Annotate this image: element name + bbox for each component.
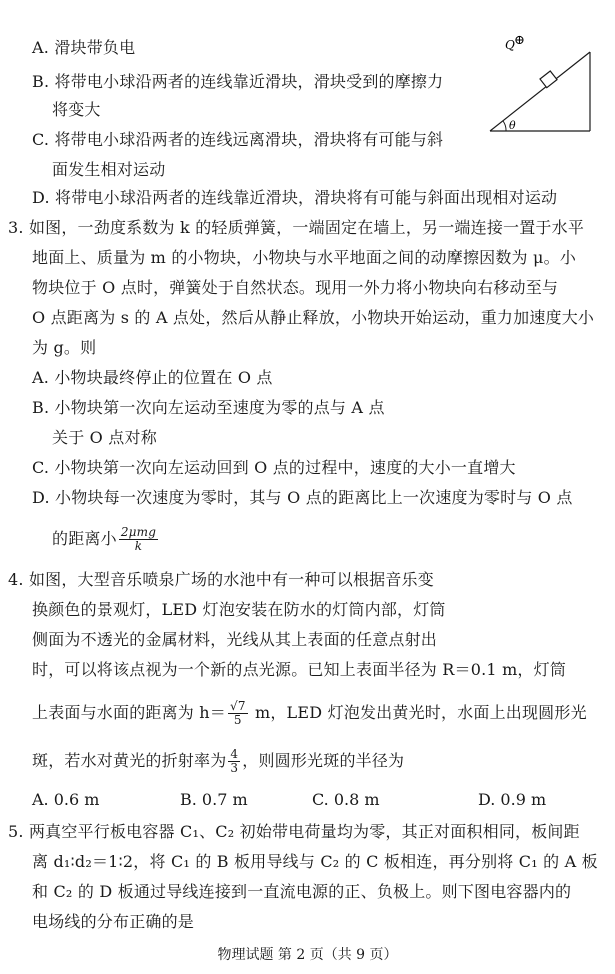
q2-option-b-line1: B. 将带电小球沿两者的连线靠近滑块，滑块受到的摩擦力 xyxy=(32,72,444,91)
q5-line3: 和 C₂ 的 D 板通过导线连接到一直流电源的正、负极上。则下图电容器内的 xyxy=(32,882,572,901)
q3-option-d-line1: D. 小物块每一次速度为零时，其与 O 点的距离比上一次速度为零时与 O 点 xyxy=(32,488,573,507)
q3-option-b-line1: B. 小物块第一次向左运动至速度为零的点与 A 点 xyxy=(32,398,385,417)
q4-line5-text-a: 上表面与水面的距离为 h＝ xyxy=(32,703,226,722)
q2-option-b-line2: 将变大 xyxy=(52,100,101,119)
fraction-numerator: 2μmg xyxy=(120,525,157,539)
q2-option-a: A. 滑块带负电 xyxy=(32,38,136,57)
q4-line4: 时，可以将该点视为一个新的点光源。已知上表面半径为 R＝0.1 m，灯筒 xyxy=(32,660,567,679)
fraction-denominator: 3 xyxy=(230,761,239,775)
fraction-denominator: 5 xyxy=(233,713,242,727)
q3-option-b-line2: 关于 O 点对称 xyxy=(52,428,157,447)
q3-line2: 地面上、质量为 m 的小物块，小物块与水平地面之间的动摩擦因数为 μ。小 xyxy=(32,248,577,267)
q3-option-c: C. 小物块第一次向左运动回到 O 点的过程中，速度的大小一直增大 xyxy=(32,458,516,477)
q4-line6 xyxy=(32,748,404,775)
fraction-numerator: 4 xyxy=(230,747,239,761)
q5-line4: 电场线的分布正确的是 xyxy=(32,912,195,931)
q4-line2: 换颜色的景观灯，LED 灯泡安装在防水的灯筒内部，灯筒 xyxy=(32,600,446,619)
q4-refractive-fraction xyxy=(228,748,240,775)
q2-option-c-line2: 面发生相对运动 xyxy=(52,160,166,179)
angle-label: θ xyxy=(509,119,516,132)
q3-line1: 3. 如图，一劲度系数为 k 的轻质弹簧，一端固定在墙上，另一端连接一置于水平 xyxy=(8,218,585,237)
q4-line6-text-b: ，则圆形光斑的半径为 xyxy=(242,751,405,770)
charge-label: Q xyxy=(505,38,515,52)
slider-block xyxy=(540,71,557,88)
incline-slope xyxy=(490,52,590,131)
q2-option-d: D. 将带电小球沿两者的连线靠近滑块，滑块将有可能与斜面出现相对运动 xyxy=(32,188,558,207)
q4-line3: 侧面为不透光的金属材料，光线从其上表面的任意点射出 xyxy=(32,630,438,649)
q3-option-a: A. 小物块最终停止的位置在 O 点 xyxy=(32,368,273,387)
q2-option-c-line1: C. 将带电小球沿两者的连线远离滑块，滑块将有可能与斜 xyxy=(32,130,444,149)
q4-option-a: A. 0.6 m xyxy=(32,790,100,809)
q5-line2: 离 d₁∶d₂＝1∶2，将 C₁ 的 B 板用导线与 C₂ 的 C 板相连，再分别将 C₁ 的 A 板 xyxy=(32,852,598,871)
q3-line5: 为 g。则 xyxy=(32,338,97,357)
q3-option-d-line2 xyxy=(52,526,160,553)
fraction-denominator: k xyxy=(134,539,143,553)
q4-option-b: B. 0.7 m xyxy=(180,790,248,809)
q3-option-d-fraction xyxy=(119,526,158,553)
q3-line3: 物块位于 O 点时，弹簧处于自然状态。现用一外力将小物块向右移动至与 xyxy=(32,278,559,297)
q4-h-fraction xyxy=(228,700,248,727)
q4-option-d: D. 0.9 m xyxy=(478,790,547,809)
q3-option-d-text: 的距离小 xyxy=(52,529,117,548)
charge-sign-icon: ⊕ xyxy=(514,33,525,48)
q4-line5-text-b: m，LED 灯泡发出黄光时，水面上出现圆形光 xyxy=(249,703,587,722)
q4-line6-text-a: 斑，若水对黄光的折射率为 xyxy=(32,751,227,770)
angle-arc xyxy=(503,121,506,131)
page-footer: 物理试题 第 2 页（共 9 页） xyxy=(217,947,398,963)
q4-line1: 4. 如图，大型音乐喷泉广场的水池中有一种可以根据音乐变 xyxy=(8,570,434,589)
q4-option-c: C. 0.8 m xyxy=(312,790,380,809)
q3-line4: O 点距离为 s 的 A 点处，然后从静止释放，小物块开始运动，重力加速度大小 xyxy=(32,308,595,327)
q4-line5 xyxy=(32,700,587,727)
incline-figure xyxy=(480,30,600,140)
fraction-numerator: √7 xyxy=(230,699,246,713)
q5-line1: 5. 两真空平行板电容器 C₁、C₂ 初始带电荷量均为零，其正对面积相同，板间距 xyxy=(8,822,580,841)
